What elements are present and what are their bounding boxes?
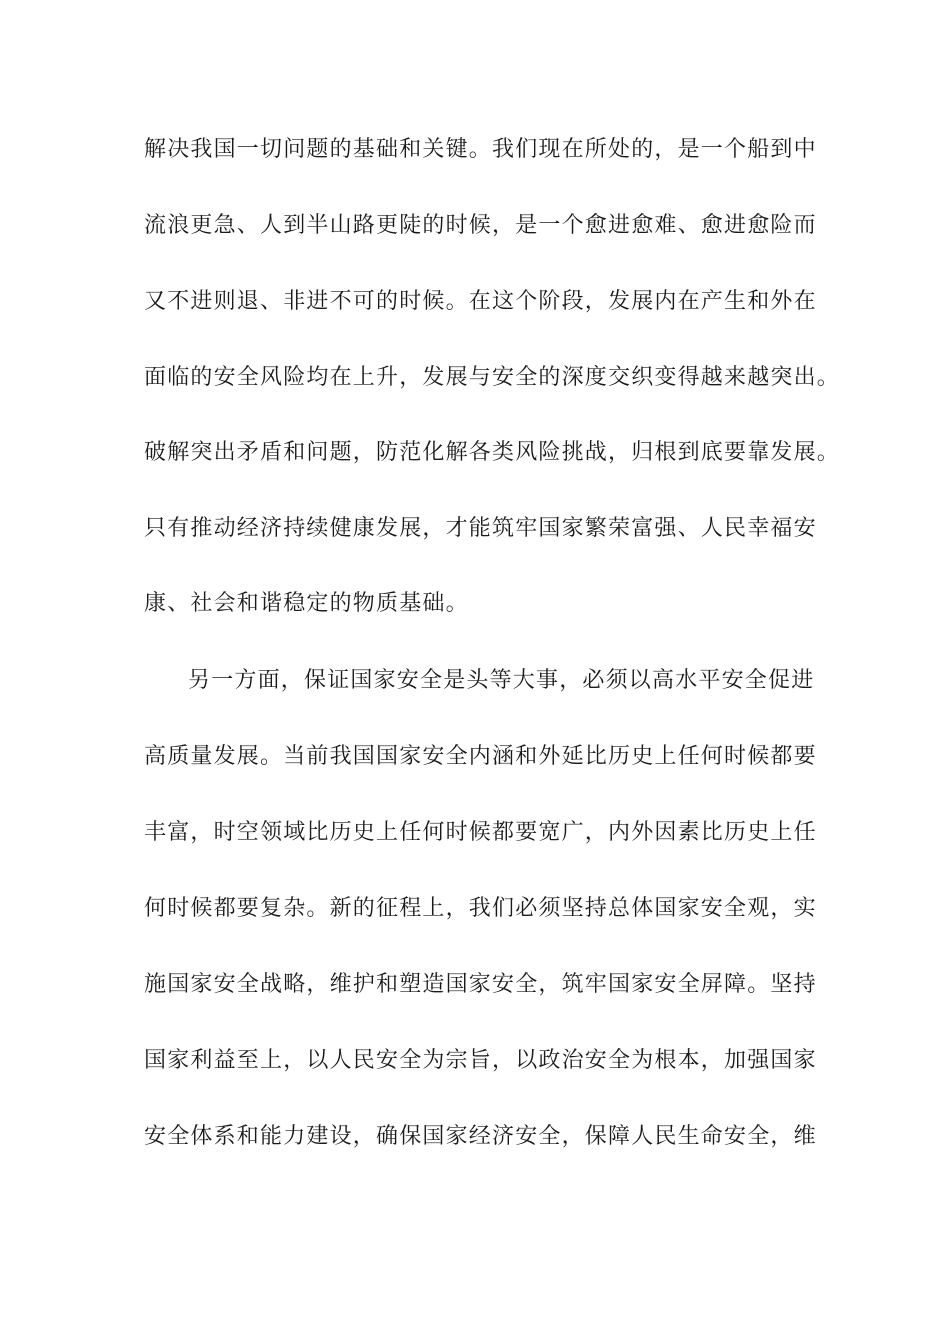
paragraph-line: 施国家安全战略，维护和塑造国家安全，筑牢国家安全屏障。坚持	[144, 972, 817, 997]
paragraph-line: 面临的安全风险均在上升，发展与安全的深度交织变得越来越突出。	[144, 365, 841, 390]
paragraph-line: 只有推动经济持续健康发展，才能筑牢国家繁荣富强、人民幸福安	[144, 516, 817, 541]
paragraph-line: 解决我国一切问题的基础和关键。我们现在所处的，是一个船到中	[144, 137, 817, 162]
paragraph-line: 何时候都要复杂。新的征程上，我们必须坚持总体国家安全观，实	[144, 896, 817, 921]
paragraph-line: 另一方面，保证国家安全是头等大事，必须以高水平安全促进	[188, 668, 815, 693]
paragraph-line: 流浪更急、人到半山路更陡的时候，是一个愈进愈难、愈进愈险而	[144, 213, 817, 238]
paragraph-line: 康、社会和谐稳定的物质基础。	[144, 591, 469, 616]
paragraph-line: 高质量发展。当前我国国家安全内涵和外延比历史上任何时候都要	[144, 744, 817, 769]
paragraph-line: 国家利益至上，以人民安全为宗旨，以政治安全为根本，加强国家	[144, 1048, 817, 1073]
paragraph-line: 又不进则退、非进不可的时候。在这个阶段，发展内在产生和外在	[144, 289, 817, 314]
paragraph-line: 破解突出矛盾和问题，防范化解各类风险挑战，归根到底要靠发展。	[144, 440, 841, 465]
paragraph-line: 安全体系和能力建设，确保国家经济安全，保障人民生命安全，维	[144, 1124, 817, 1149]
paragraph-line: 丰富，时空领域比历史上任何时候都要宽广，内外因素比历史上任	[144, 820, 817, 845]
